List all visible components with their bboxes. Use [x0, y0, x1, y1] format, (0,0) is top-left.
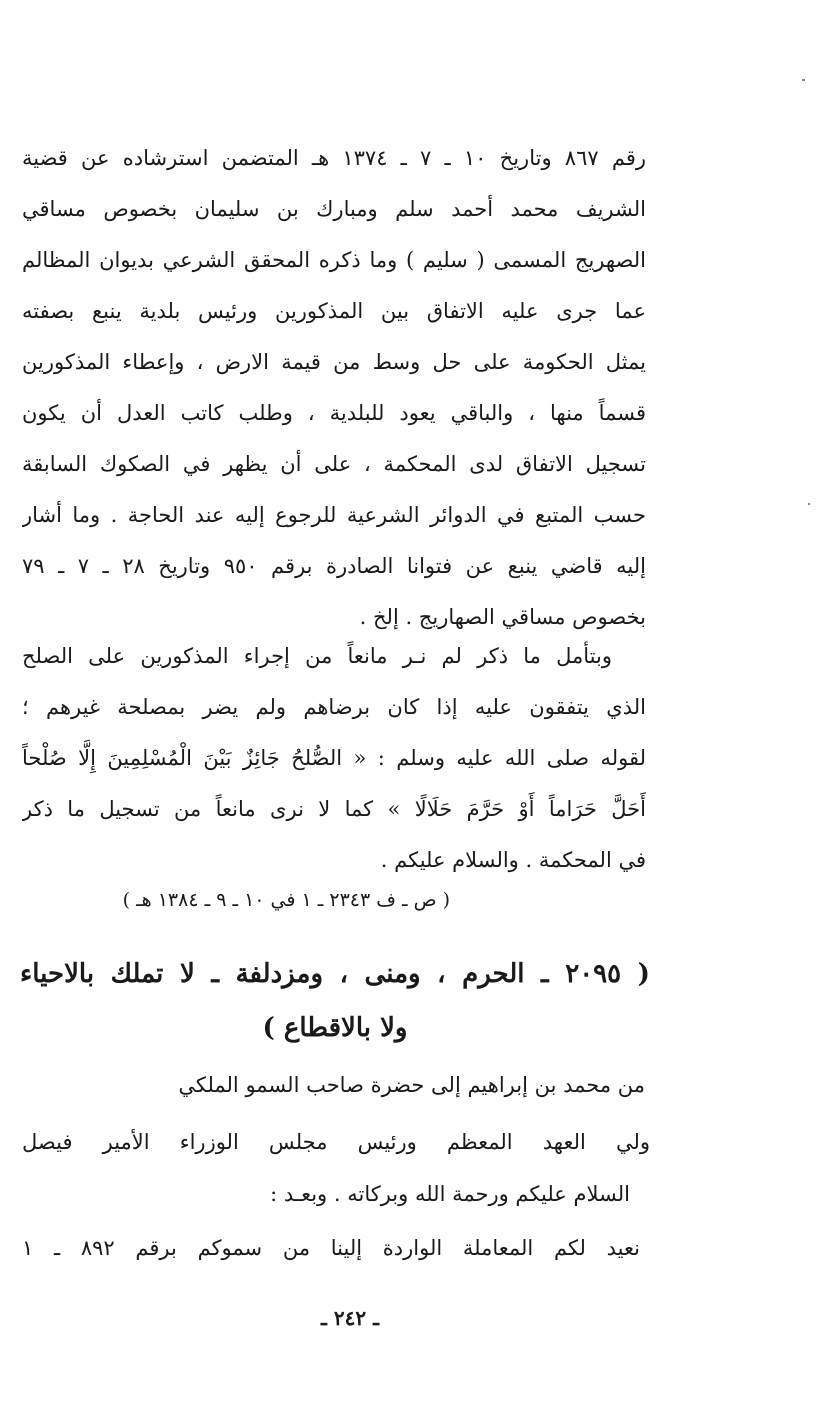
letter-sender-line: من محمد بن إبراهيم إلى حضرة صاحب السمو الملكي [178, 1073, 645, 1097]
text-line: حسب المتبع في الدوائر الشرعية للرجوع إليه عند الحاجة . وما أشار [22, 503, 646, 527]
text-line: تسجيل الاتفاق لدى المحكمة ، على أن يظهر في الصكوك السابقة [22, 452, 646, 476]
scan-speck [802, 79, 805, 81]
section-heading [20, 947, 650, 1055]
document-reference: ( ص ـ ف ٢٣٤٣ ـ ١ في ١٠ ـ ٩ ـ ١٣٨٤ هـ ) [122, 889, 450, 911]
text-line: لقوله صلى الله عليه وسلم : « الصُّلحُ جَائِزٌ بَيْنَ الْمُسْلِمِينَ إِلَّا صُلْحاً [22, 746, 646, 770]
paragraph-fatwa-summary [22, 133, 646, 643]
text-line: عما جرى عليه الاتفاق بين المذكورين ورئيس بلدية ينبع بصفته [22, 299, 646, 323]
text-line: رقم ٨٦٧ وتاريخ ١٠ ـ ٧ ـ ١٣٧٤ هـ المتضمن استرشاده عن قضية [22, 146, 646, 170]
paragraph-ruling [22, 631, 646, 886]
heading-line: ( ٢٠٩٥ ـ الحرم ، ومنى ، ومزدلفة ـ لا تملك بالاحياء [20, 959, 650, 989]
scan-speck [808, 503, 810, 505]
text-line: أَحَلَّ حَرَاماً أَوْ حَرَّمَ حَلَالًا » كما لا نرى مانعاً من تسجيل ما ذكر [22, 797, 646, 821]
text-line: في المحكمة . والسلام عليكم . [380, 848, 646, 872]
text-line: الشريف محمد أحمد سلم ومبارك بن سليمان بخصوص مساقي [22, 197, 646, 221]
text-line: الذي يتفقون عليه إذا كان برضاهم ولم يضر بمصلحة غيرهم ؛ [22, 695, 646, 719]
text-line: يمثل الحكومة على حل وسط من قيمة الارض ، وإعطاء المذكورين [22, 350, 646, 374]
letter-recipient-line: ولي العهد المعظم ورئيس مجلس الوزراء الأمير فيصل [22, 1130, 650, 1154]
text-line: إليه قاضي ينبع عن فتوانا الصادرة برقم ٩٥٠ وتاريخ ٢٨ ـ ٧ ـ ٧٩ [22, 554, 646, 578]
text-line: بخصوص مساقي الصهاريج . إلخ . [359, 605, 646, 629]
letter-body-line: نعيد لكم المعاملة الواردة إلينا من سموكم برقم ٨٩٢ ـ ١ [22, 1236, 640, 1260]
text-line: الصهريج المسمى ( سليم ) وما ذكره المحقق الشرعي بديوان المظالم [22, 248, 646, 272]
text-line: قسماً منها ، والباقي يعود للبلدية ، وطلب كاتب العدل أن يكون [22, 401, 646, 425]
heading-line: ولا بالاقطاع ) [262, 1013, 408, 1043]
page-number: ـ ٢٤٢ ـ [321, 1306, 379, 1330]
text-line: وبتأمل ما ذكر لم نـر مانعاً من إجراء المذكورين على الصلح [22, 644, 612, 668]
letter-greeting-line: السلام عليكم ورحمة الله وبركاته . وبعـد : [270, 1182, 630, 1206]
